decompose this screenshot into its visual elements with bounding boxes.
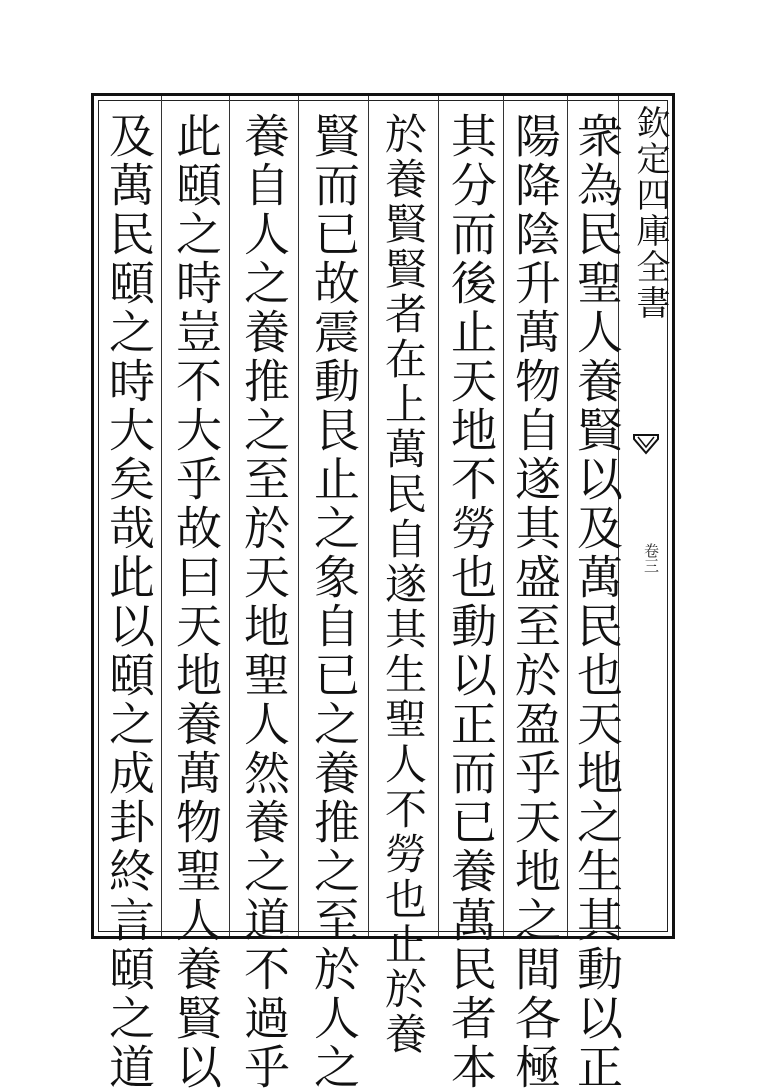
fish-tail-mark	[632, 433, 660, 457]
column-text: 其分而後止天地不勞也動以正而已養萬民者本	[444, 112, 498, 1092]
column-rule	[161, 96, 162, 936]
text-column-7	[167, 112, 225, 1092]
text-column-3	[442, 112, 500, 1092]
column-text: 於養賢賢者在上萬民自遂其生聖人不勞也止於養	[379, 112, 428, 1057]
column-text: 養自人之養推之至於天地聖人然養之道不過乎	[237, 112, 291, 1092]
text-column-1	[568, 112, 626, 1092]
column-rule	[368, 96, 369, 936]
column-text: 衆為民聖人養賢以及萬民也天地之生其動以正	[570, 112, 624, 1092]
column-text: 陽降陰升萬物自遂其盛至於盈乎天地之間各極	[508, 112, 562, 1092]
column-rule	[503, 96, 504, 936]
text-column-6	[235, 112, 293, 1092]
book-title: 欽定四庫全書	[630, 105, 670, 321]
margin-column	[620, 103, 672, 933]
column-rule	[438, 96, 439, 936]
volume-label: 卷三	[642, 543, 660, 573]
column-rule	[229, 96, 230, 936]
column-text: 及萬民頤之時大矣哉此以頤之成卦終言頤之道	[102, 112, 156, 1092]
column-rule	[298, 96, 299, 936]
text-column-4	[374, 112, 432, 1057]
column-text: 此頤之時豈不大乎故曰天地養萬物聖人養賢以	[169, 112, 223, 1092]
column-text: 賢而已故震動艮止之象自已之養推之至於人之	[307, 112, 361, 1092]
text-column-2	[506, 112, 564, 1092]
text-column-5	[305, 112, 363, 1092]
text-column-8	[100, 112, 158, 1092]
